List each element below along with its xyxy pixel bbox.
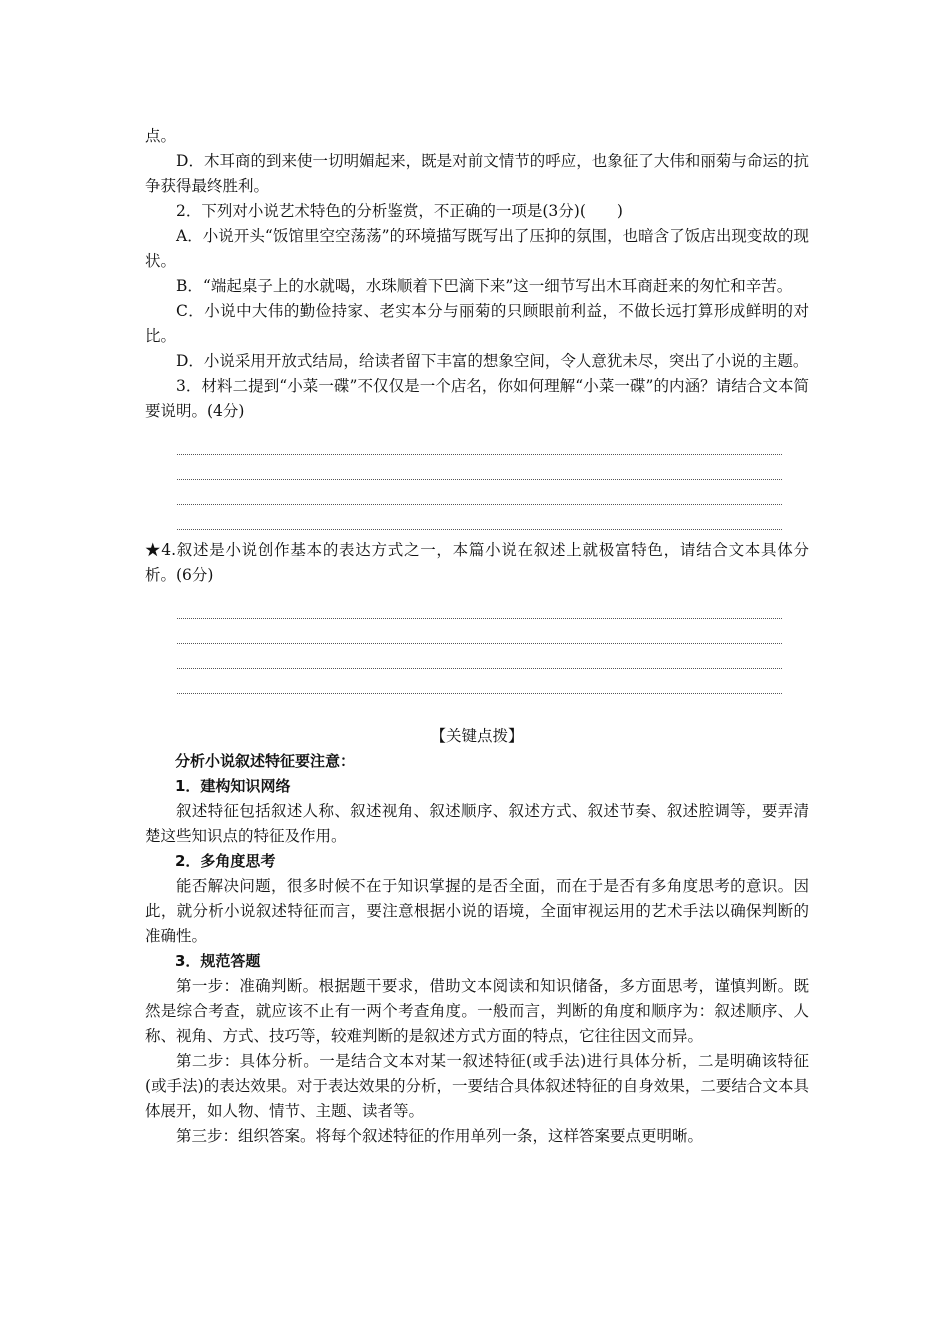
key-heading-1: 1．建构知识网络: [175, 777, 291, 795]
answer-line[interactable]: [177, 619, 782, 644]
q2-stem: 2．下列对小说艺术特色的分析鉴赏，不正确的一项是(3分)( ): [176, 202, 623, 220]
q1-tail: 点。: [145, 127, 177, 145]
answer-line[interactable]: [177, 505, 782, 530]
q4-stem: ★4.叙述是小说创作基本的表达方式之一，本篇小说在叙述上就极富特色，请结合文本具体分析。(6分): [145, 541, 809, 584]
key-intro: 分析小说叙述特征要注意：: [175, 752, 356, 770]
answer-line[interactable]: [177, 455, 782, 480]
q4-answer-area[interactable]: [177, 594, 782, 694]
spacer: [145, 702, 809, 724]
answer-line[interactable]: [177, 480, 782, 505]
answer-line[interactable]: [177, 594, 782, 619]
document-page: [145, 124, 809, 1149]
key-heading-3: 3．规范答题: [175, 952, 261, 970]
answer-line[interactable]: [177, 669, 782, 694]
q2-option-b: B．“端起桌子上的水就喝，水珠顺着下巴滴下来”这一细节写出木耳商赶来的匆忙和辛苦。: [176, 277, 793, 295]
q3-answer-area[interactable]: [177, 430, 782, 530]
q2-option-a: A．小说开头“饭馆里空空荡荡”的环境描写既写出了压抑的氛围，也暗含了饭店出现变故的现状。: [145, 227, 809, 270]
key-paragraph-1: 叙述特征包括叙述人称、叙述视角、叙述顺序、叙述方式、叙述节奏、叙述腔调等，要弄清楚这些知识点的特征及作用。: [145, 802, 809, 845]
key-paragraph-2: 能否解决问题，很多时候不在于知识掌握的是否全面，而在于是否有多角度思考的意识。因此，就分析小说叙述特征而言，要注意根据小说的语境，全面审视运用的艺术手法以确保判断的准确性。: [145, 877, 809, 945]
answer-line[interactable]: [177, 644, 782, 669]
answer-line[interactable]: [177, 430, 782, 455]
key-title: 【关键点拨】: [430, 727, 524, 745]
key-step-2: 第二步：具体分析。一是结合文本对某一叙述特征(或手法)进行具体分析，二是明确该特征(或手法)的表达效果。对于表达效果的分析，一要结合具体叙述特征的自身效果，二要结合文本具体展开，如人物、情节、主题、读者等。: [145, 1052, 809, 1120]
key-step-1: 第一步：准确判断。根据题干要求，借助文本阅读和知识储备，多方面思考，谨慎判断。既然是综合考查，就应该不止有一两个考查角度。一般而言，判断的角度和顺序为：叙述顺序、人称、视角、方式、技巧等，较难判断的是叙述方式方面的特点，它往往因文而异。: [145, 977, 809, 1045]
key-heading-2: 2．多角度思考: [175, 852, 276, 870]
q1-option-d: D．木耳商的到来使一切明媚起来，既是对前文情节的呼应，也象征了大伟和丽菊与命运的抗争获得最终胜利。: [145, 152, 809, 195]
q3-stem: 3．材料二提到“小菜一碟”不仅仅是一个店名，你如何理解“小菜一碟”的内涵？请结合文本简要说明。(4分): [145, 377, 809, 420]
q2-option-d: D．小说采用开放式结局，给读者留下丰富的想象空间，令人意犹未尽，突出了小说的主题。: [176, 352, 809, 370]
q2-option-c: C．小说中大伟的勤俭持家、老实本分与丽菊的只顾眼前利益，不做长远打算形成鲜明的对比。: [145, 302, 809, 345]
key-step-3: 第三步：组织答案。将每个叙述特征的作用单列一条，这样答案要点更明晰。: [176, 1127, 704, 1145]
